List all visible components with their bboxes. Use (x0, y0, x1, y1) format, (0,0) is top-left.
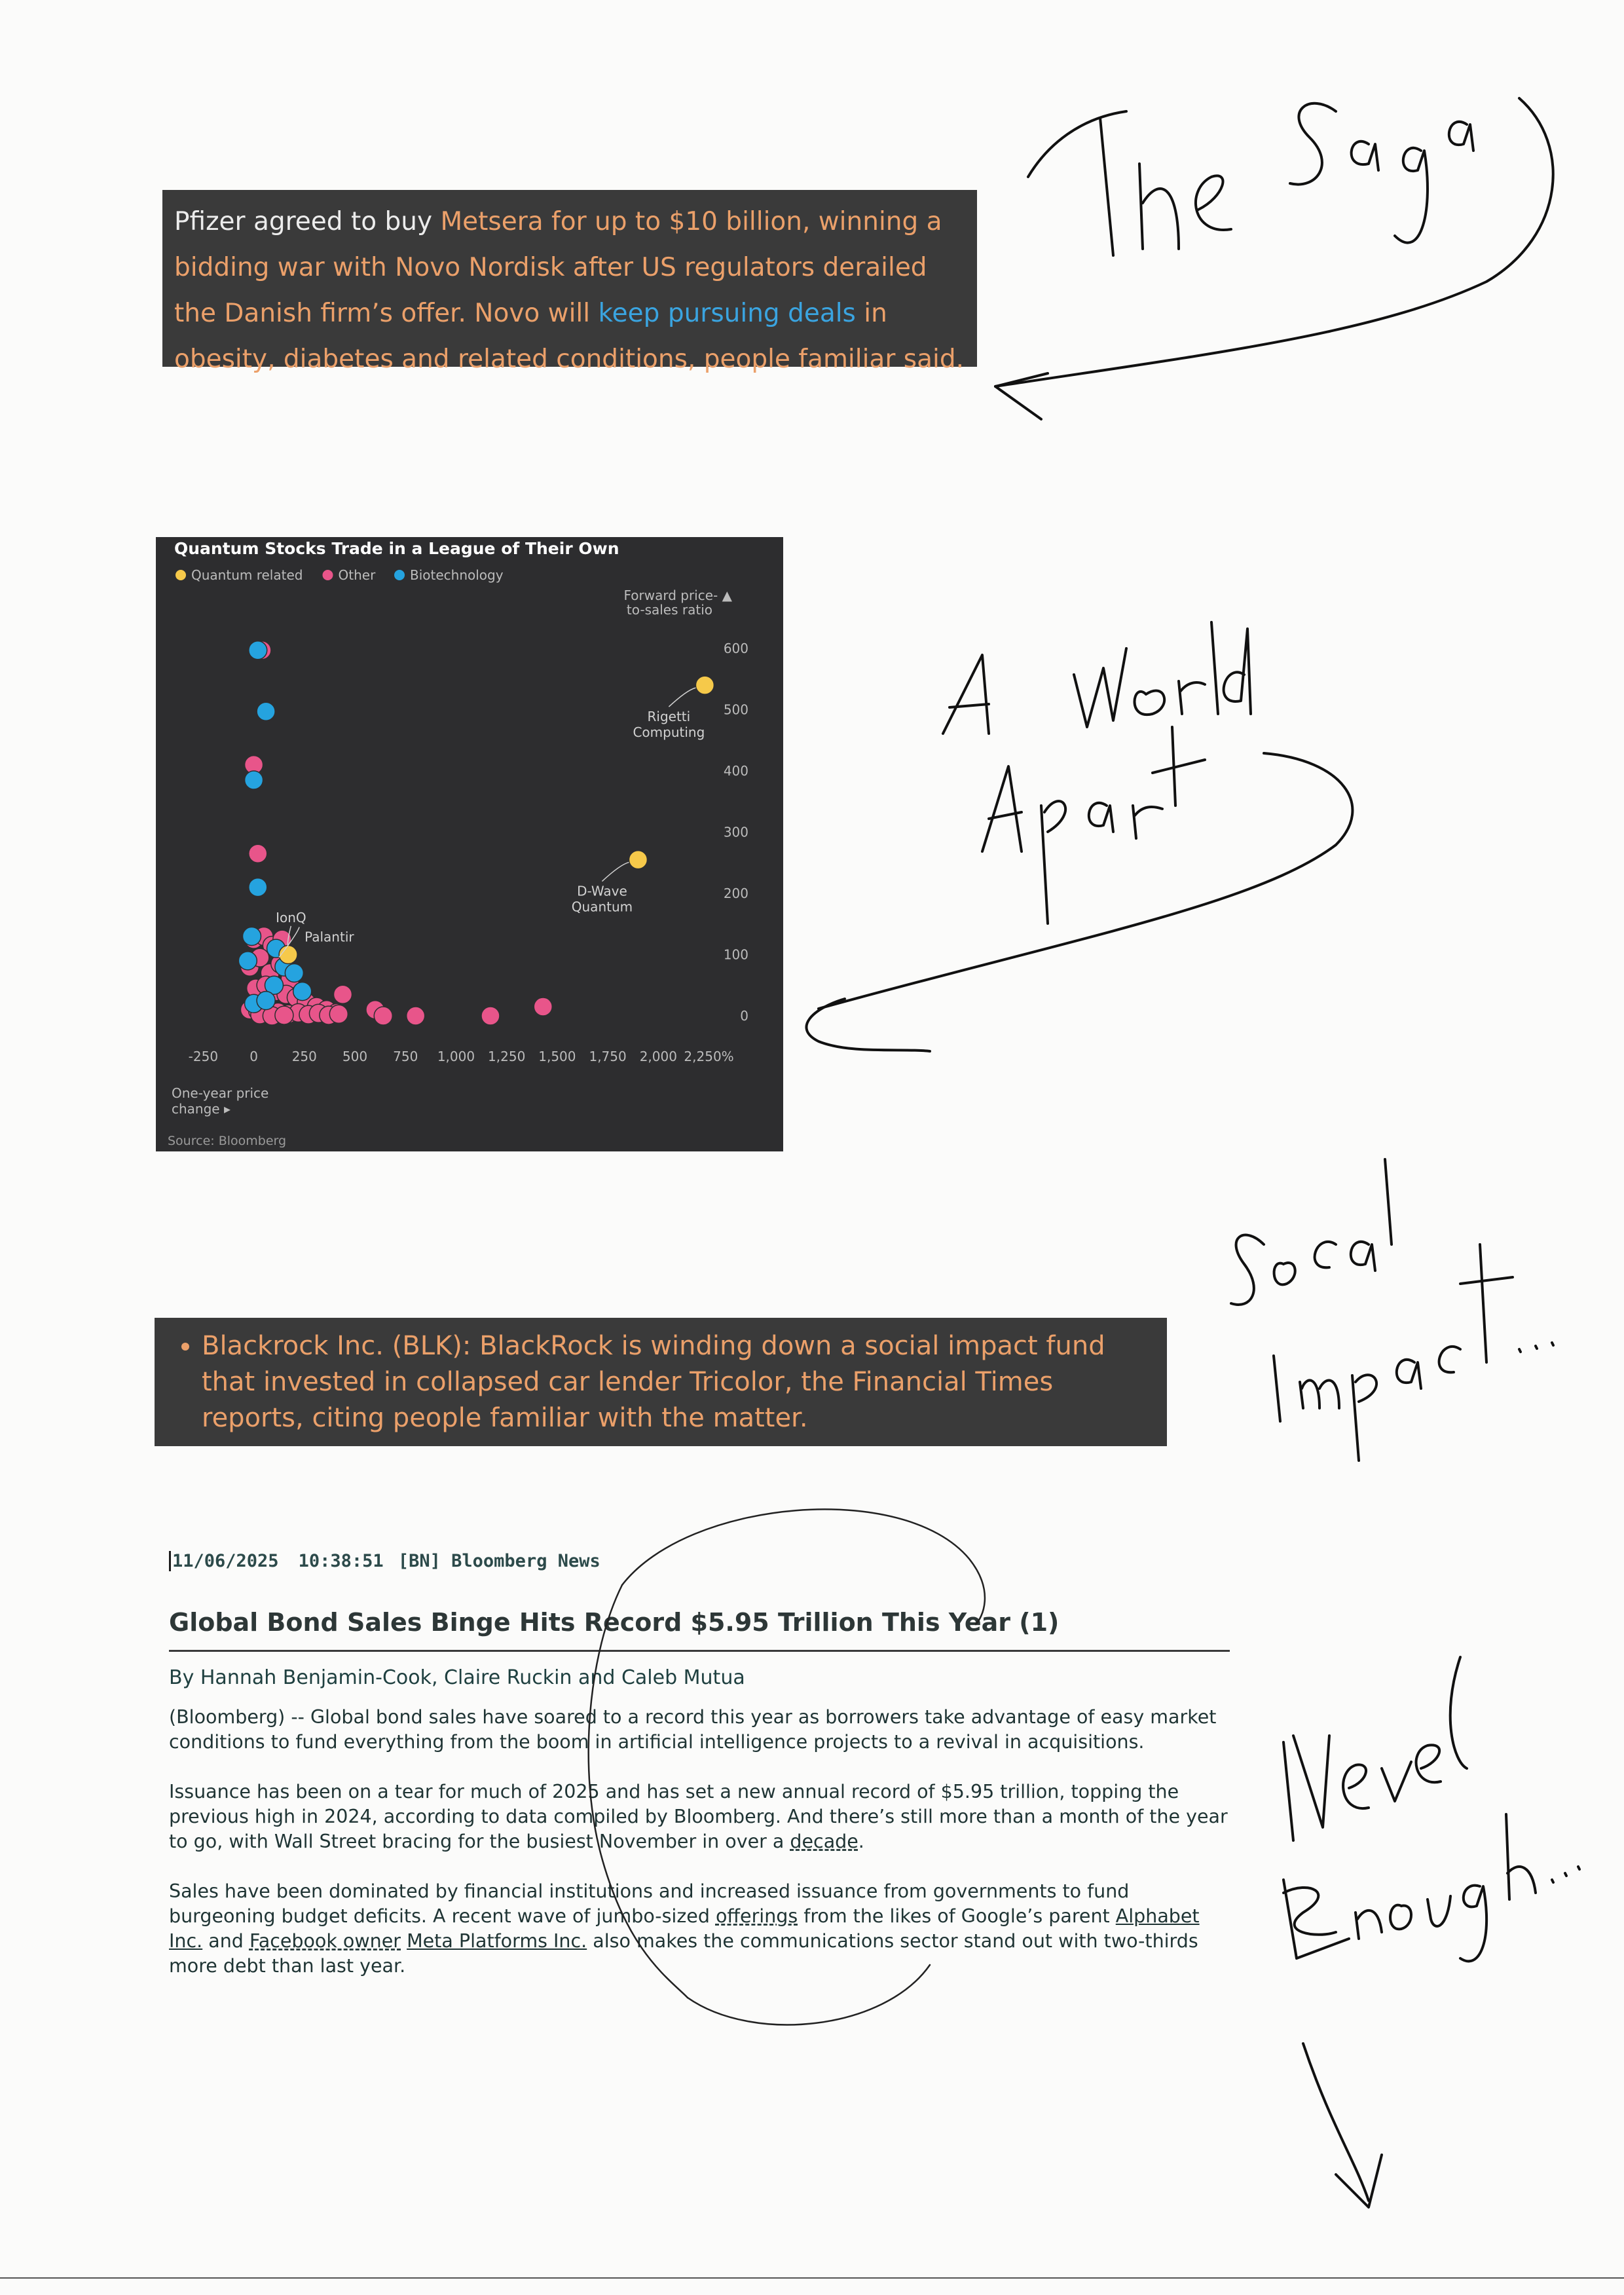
pen-stroke (1506, 1814, 1536, 1899)
data-point (245, 771, 263, 789)
pen-stroke (1343, 1764, 1369, 1808)
pen-stroke (1460, 1886, 1486, 1962)
legend-label: Other (338, 567, 376, 583)
pen-stroke (1283, 1880, 1349, 1958)
pen-stroke (1395, 148, 1428, 243)
data-point (629, 851, 647, 869)
x-tick-label: 1,750 (589, 1049, 627, 1064)
news-article (169, 1551, 1230, 2004)
annotation-label: Quantum (571, 899, 633, 915)
pen-stroke (1416, 1745, 1441, 1782)
article-paragraph-1: (Bloomberg) -- Global bond sales have soared to a record this year as borrowers take advantage of easy market conditions to fund everything from the boom in artificial intelligence projects to a revival in acquisitions. (169, 1706, 1217, 1753)
annotation-label: D-Wave (577, 883, 627, 899)
x-tick-label: 2,250% (684, 1049, 734, 1064)
annotation-label: Computing (633, 724, 705, 741)
pen-stroke (1139, 164, 1179, 249)
y-tick-label: 100 (723, 946, 748, 963)
blackrock-excerpt (155, 1318, 1167, 1446)
x-ticks (189, 1049, 734, 1064)
data-point (534, 998, 552, 1016)
pen-stroke (1028, 111, 1126, 177)
x-tick-label: 750 (393, 1049, 418, 1064)
data-point (257, 702, 275, 720)
data-point (249, 844, 267, 863)
alphabet-link[interactable]: Alphabet Inc. (169, 1905, 1200, 1952)
x-tick-label: 1,000 (437, 1049, 475, 1064)
pen-stroke (1074, 648, 1126, 727)
x-tick-label: 1,250 (488, 1049, 526, 1064)
y-tick-label: 500 (723, 701, 748, 718)
article-byline: By Hannah Benjamin-Cook, Claire Ruckin and Caleb Mutua (169, 1666, 745, 1689)
data-point (407, 1007, 425, 1025)
x-tick-label: 250 (291, 1049, 317, 1064)
keep-pursuing-deals-link[interactable]: keep pursuing deals (598, 299, 856, 328)
never-arrowhead (1336, 2155, 1382, 2207)
y-tick-label: 400 (723, 763, 748, 779)
data-points (238, 641, 714, 1025)
saga-arrowhead (995, 373, 1048, 419)
data-point (238, 952, 257, 970)
annotations (276, 688, 705, 957)
pen-stroke (1179, 681, 1205, 714)
pen-stroke (1352, 141, 1378, 170)
article-source: [BN] Bloomberg News (397, 1551, 600, 1571)
x-tick-label: 2,000 (639, 1049, 677, 1064)
pen-stroke (1089, 803, 1113, 832)
article-paragraph-3: Sales have been dominated by financial institutions and increased issuance from governments to fund burgeoning budget deficits. A recent wave of jumbo-sized offerings from the likes of Google’s parent Alphabet Inc. and Facebook owner Meta Platforms Inc. also makes the communications sector stand out with two-thirds more debt than last year. (169, 1880, 1200, 1977)
pen-stroke (1274, 1356, 1280, 1421)
meta-platforms-link[interactable]: Meta Platforms Inc. (407, 1930, 587, 1952)
data-point (249, 878, 267, 897)
pen-stroke (1315, 1242, 1336, 1267)
data-point (257, 992, 275, 1010)
pen-stroke (1552, 1867, 1579, 1882)
pen-stroke (1041, 801, 1065, 924)
pen-stroke (1283, 1736, 1329, 1840)
x-axis-label-line2: change ▸ (172, 1101, 231, 1117)
world-arrow (819, 753, 1352, 1009)
pen-stroke (1428, 1896, 1450, 1926)
pen-stroke (1460, 1244, 1513, 1362)
pen-stroke (1382, 1762, 1411, 1801)
pen-stroke (1133, 806, 1162, 838)
pen-stroke (1300, 1381, 1339, 1408)
pen-stroke (1224, 629, 1251, 714)
pen-stroke (1274, 1263, 1295, 1284)
x-tick-label: -250 (188, 1049, 219, 1064)
pen-stroke (1439, 1347, 1460, 1372)
article-paragraph-2: Issuance has been on a tear for much of 2025 and has set a new annual record of $5.95 trillion, topping the previous high in 2024, according to data compiled by Bloomberg. And there’s still more than a month of the year to go, with Wall Street bracing for the busiest November in over a decade. (169, 1781, 1228, 1852)
legend-label: Biotechnology (410, 567, 504, 583)
data-point (333, 985, 352, 1003)
data-point (275, 1006, 293, 1024)
article-meta (169, 1551, 1230, 1571)
world-arrowhead (806, 999, 930, 1051)
pen-stroke (1135, 690, 1165, 715)
data-point (285, 964, 303, 982)
chart-legend (175, 567, 504, 583)
data-point (279, 946, 297, 964)
article-headline: Global Bond Sales Binge Hits Record $5.95 Trillion This Year (1) (169, 1608, 1230, 1652)
decade-link[interactable]: decade (790, 1831, 858, 1852)
chart-title: Quantum Stocks Trade in a League of Their Own (174, 539, 619, 558)
pen-stroke (1100, 118, 1113, 255)
data-point (242, 927, 261, 945)
x-tick-label: 1,500 (538, 1049, 576, 1064)
annotation-leader (602, 863, 629, 882)
data-point (329, 1005, 348, 1023)
pen-stroke (1211, 622, 1218, 714)
saga-arrow (995, 98, 1553, 386)
pen-stroke (982, 766, 1022, 851)
legend-swatch (175, 570, 186, 580)
pen-stroke (1390, 1905, 1411, 1930)
quantum-stocks-chart (156, 537, 783, 1151)
pen-stroke (1196, 176, 1231, 230)
pen-stroke (1352, 1375, 1376, 1461)
facebook-owner-link[interactable]: Facebook owner (249, 1930, 401, 1952)
data-point (249, 641, 267, 660)
annotation-label: IonQ (276, 909, 306, 925)
x-tick-label: 0 (249, 1049, 258, 1064)
pen-stroke (1153, 727, 1205, 806)
y-tick-label: 600 (723, 641, 748, 656)
pen-stroke (1450, 1657, 1467, 1768)
blackrock-item: • Blackrock Inc. (BLK): BlackRock is winding down a social impact fund that invested in collapsed car lender Tricolor, the Financial Times reports, citing people familiar with the matter. (202, 1328, 1154, 1436)
y-axis-label-line1: Forward price- ▲ (623, 588, 732, 603)
y-tick-label: 200 (723, 886, 748, 901)
data-point (481, 1007, 500, 1025)
y-tick-label: 300 (723, 824, 748, 840)
data-point (374, 1007, 392, 1025)
pen-stroke (1385, 1159, 1392, 1244)
article-date: 11/06/2025 (172, 1551, 279, 1571)
x-tick-label: 500 (342, 1049, 368, 1064)
pfizer-excerpt: Pfizer agreed to buy Metsera for up to $10 billion, winning a bidding war with Novo Nordisk after US regulators derailed the Danish firm’s offer. Novo will keep pursuing deals in obesity, diabetes and related conditions, people familiar said. (162, 190, 977, 367)
pen-stroke (1351, 1242, 1375, 1271)
y-axis-label-line2: to-sales ratio (626, 602, 712, 618)
pen-stroke (1356, 1911, 1382, 1939)
pen-stroke (943, 655, 989, 734)
data-point (293, 982, 312, 1001)
data-point (695, 676, 714, 694)
article-time: 10:38:51 (298, 1551, 384, 1571)
pen-stroke (1397, 1360, 1421, 1389)
legend-label: Quantum related (191, 567, 303, 583)
y-tick-label: 0 (740, 1008, 748, 1024)
scatter-plot (156, 537, 783, 1151)
pen-stroke (1519, 1343, 1553, 1352)
legend-swatch (323, 570, 333, 580)
annotation-label: Palantir (304, 929, 354, 945)
x-axis-label-line1: One-year price (172, 1085, 269, 1101)
pen-stroke (1231, 1235, 1264, 1305)
pen-stroke (1449, 122, 1473, 151)
offerings-link[interactable]: offerings (715, 1905, 798, 1927)
never-arrow (1303, 2043, 1369, 2201)
pen-stroke (1290, 103, 1336, 185)
y-ticks (724, 641, 748, 1024)
annotation-leader (669, 688, 695, 707)
legend-swatch (394, 570, 405, 580)
annotation-label: Rigetti (647, 709, 691, 725)
bullet-list (178, 1328, 1154, 1436)
chart-source: Source: Bloomberg (168, 1134, 287, 1148)
